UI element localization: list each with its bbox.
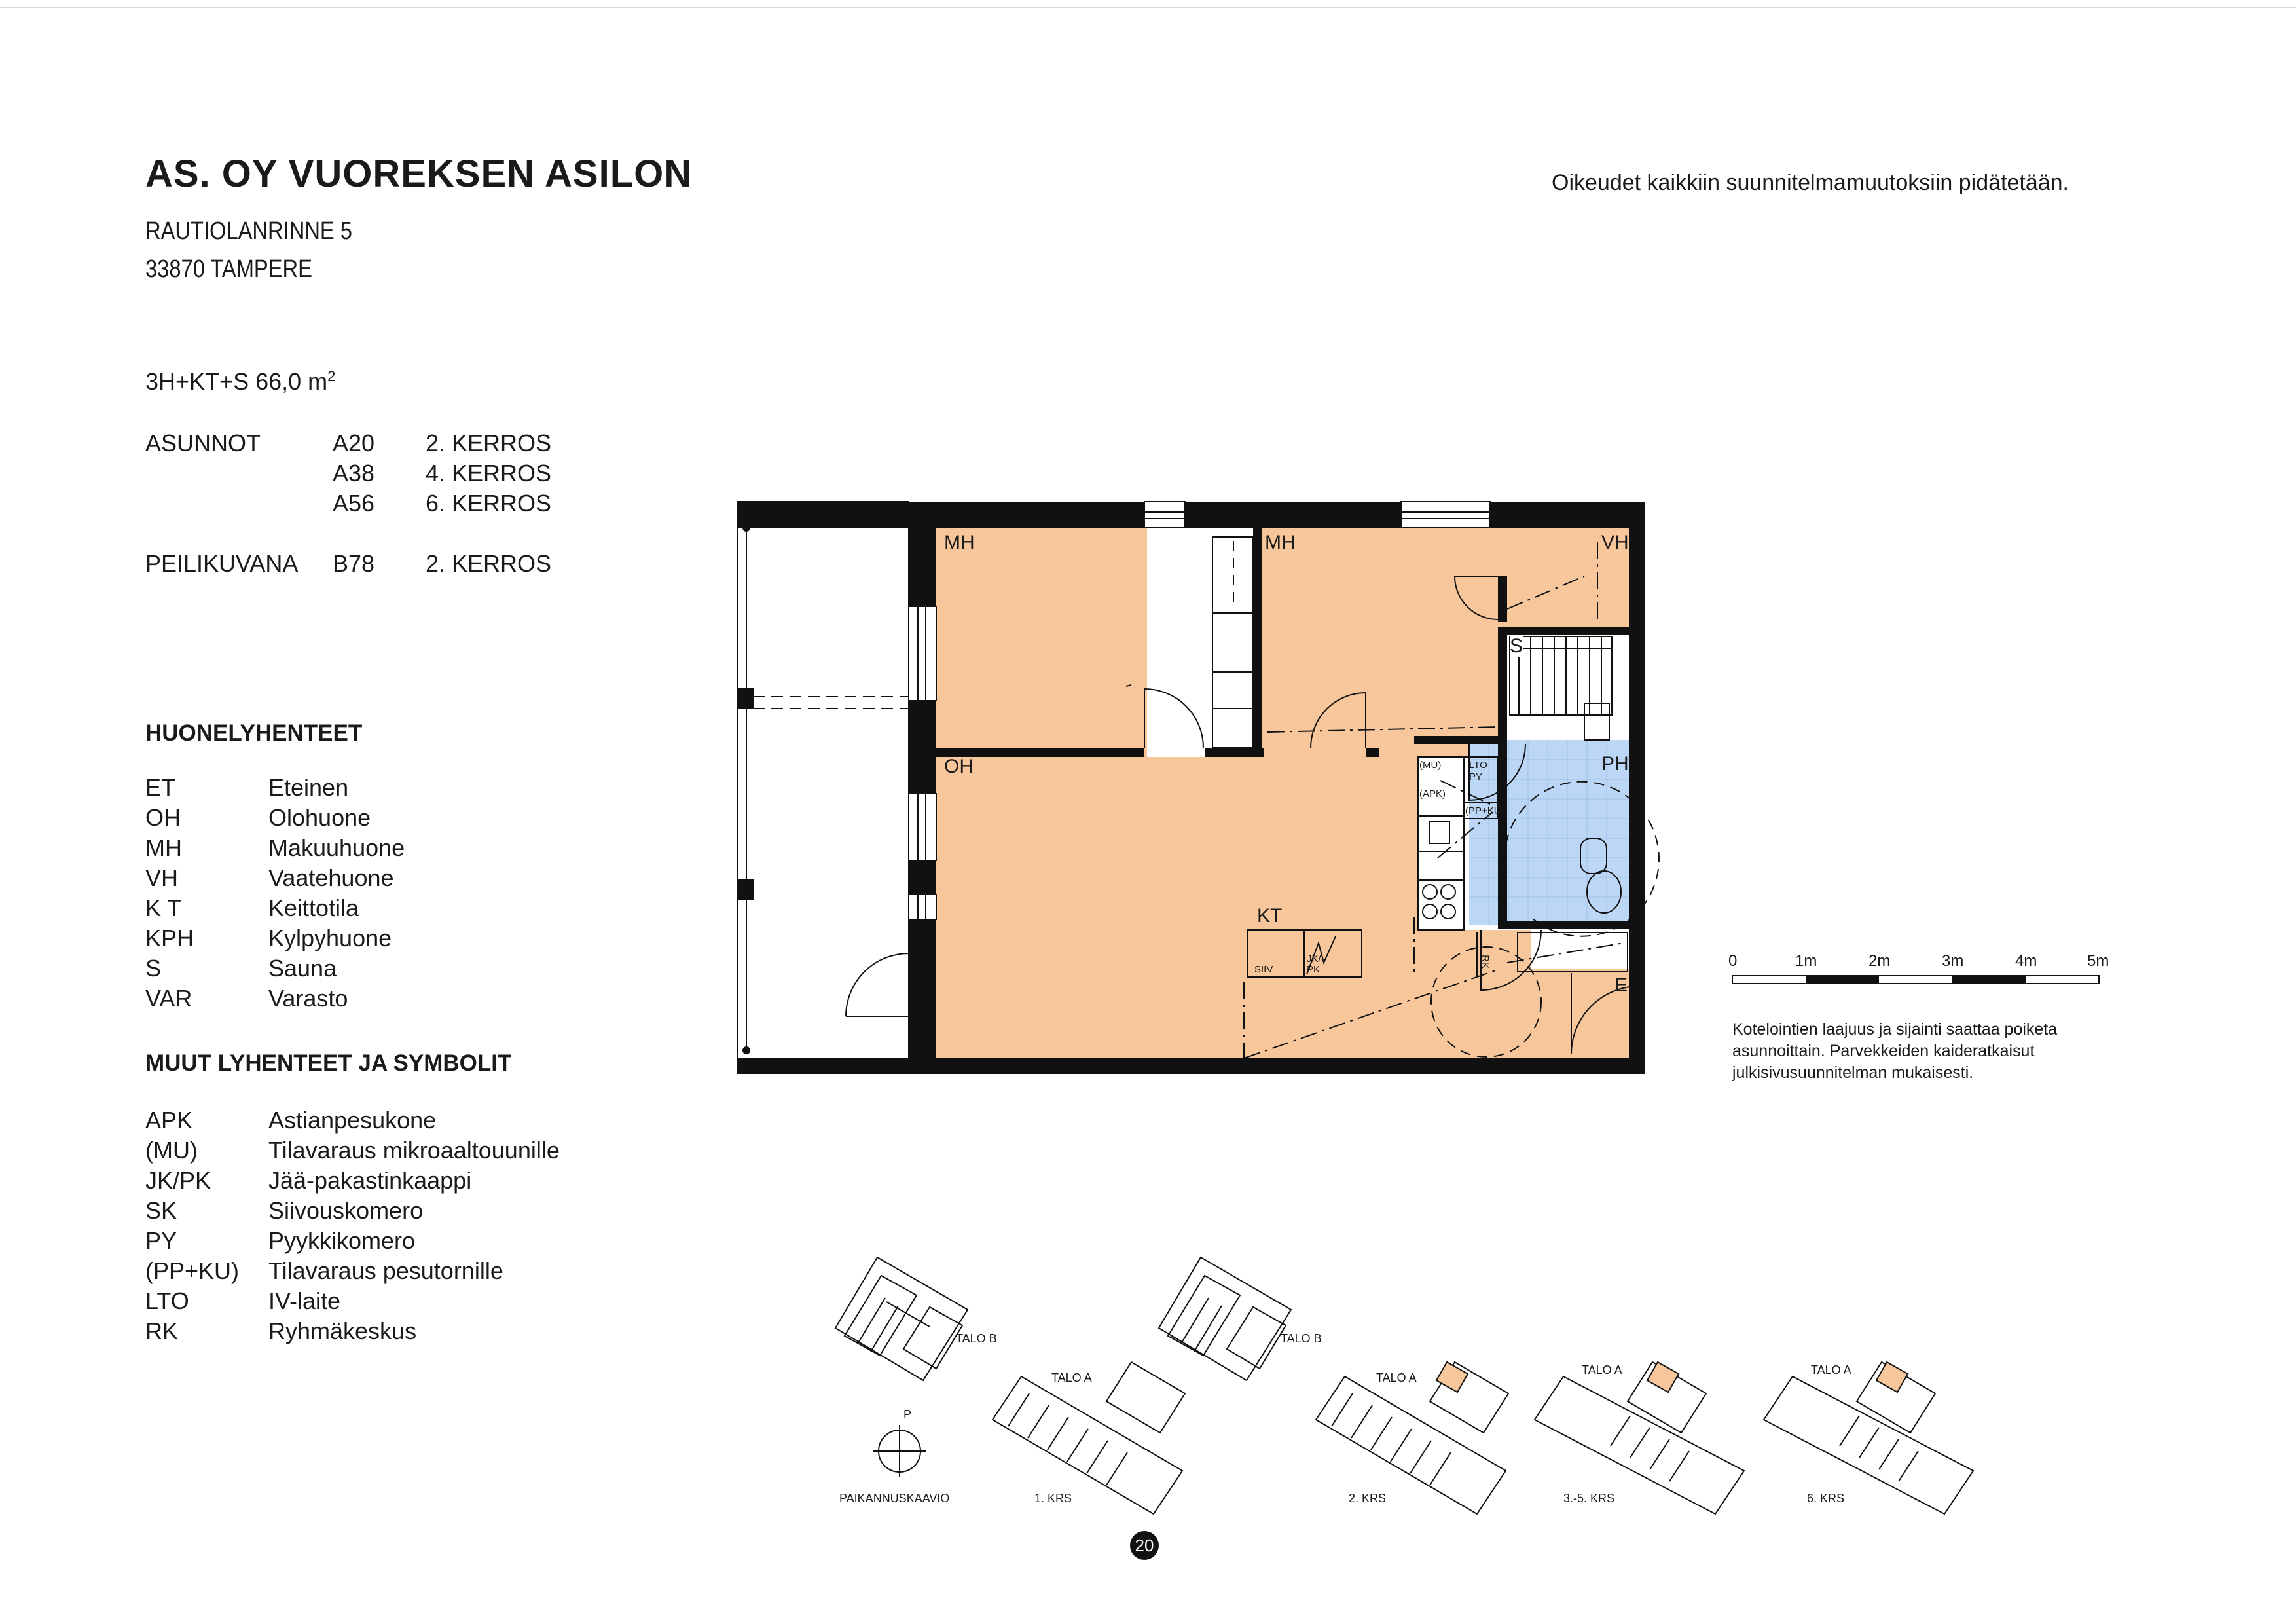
label-talo-a: TALO A [1376, 1371, 1417, 1384]
keyplan-label: 1. KRS [1034, 1492, 1072, 1505]
abbr-value: Sauna [268, 955, 337, 982]
label-talo-a: TALO A [1582, 1363, 1622, 1376]
abbr-key: JK/PK [145, 1167, 211, 1194]
keyplan-label: 2. KRS [1349, 1492, 1387, 1505]
city-address: 33870 TAMPERE [145, 255, 312, 283]
room-label-mh1: MH [944, 532, 975, 553]
keyplan-site-talo-b [835, 1257, 968, 1380]
mirror-floor: 2. KERROS [426, 550, 552, 577]
unit-code: A56 [333, 490, 375, 517]
abbr-key: (PP+KU) [145, 1257, 240, 1284]
room-label-oh: OH [944, 756, 974, 777]
abbr-key: VAR [145, 985, 192, 1012]
compass-icon [873, 1425, 926, 1477]
keyplan-label: 3.-5. KRS [1563, 1492, 1615, 1505]
abbr-value: Siivouskomero [268, 1197, 424, 1224]
label-talo-b: TALO B [1281, 1332, 1322, 1345]
abbr-key: MH [145, 834, 182, 861]
scale-label: 1m [1795, 952, 1817, 970]
fixture-label-ppku: (PP+KU) [1465, 805, 1504, 817]
fixture-label-jk: JK/ [1307, 953, 1321, 965]
abbr-key: (MU) [145, 1137, 198, 1164]
unit-code: A38 [333, 460, 375, 487]
room-label-kt: KT [1257, 905, 1283, 927]
keyplan-6krs [1764, 1362, 1973, 1514]
fixture-label-py: PY [1469, 771, 1483, 783]
keyplan-1krs-talo-b [1159, 1257, 1291, 1380]
room-label-ph: PH [1601, 753, 1629, 775]
unit-code: A20 [333, 430, 375, 456]
fixture-label-rk: RK [1479, 955, 1491, 969]
keyplan-label: PAIKANNUSKAAVIO [839, 1492, 950, 1505]
street-address: RAUTIOLANRINNE 5 [145, 217, 352, 245]
unit-floor: 4. KERROS [426, 460, 552, 487]
scale-label: 3m [1942, 952, 1964, 970]
rights-note: Oikeudet kaikkiin suunnitelmamuutoksiin pidätetään. [1552, 170, 2069, 195]
page-title: AS. OY VUOREKSEN ASILON [145, 153, 693, 195]
abbr-value: Pyykkikomero [268, 1227, 416, 1254]
mirror-code: B78 [333, 550, 375, 577]
unit-floor: 2. KERROS [426, 430, 552, 456]
apartment-type-text: 3H+KT+S 66,0 m [145, 368, 328, 395]
apartment-type-sup: 2 [327, 368, 336, 384]
fixture-label-siiv: SIIV [1254, 964, 1273, 975]
abbr-key: K T [145, 895, 182, 921]
fixture-label-mu: (MU) [1419, 760, 1442, 771]
abbr-value: Makuuhuone [268, 834, 405, 861]
label-talo-a: TALO A [1811, 1363, 1851, 1376]
label-talo-a: TALO A [1051, 1371, 1092, 1384]
abbr-key: PY [145, 1227, 177, 1254]
page-number: 20 [1130, 1531, 1159, 1560]
room-label-vh: VH [1601, 532, 1629, 553]
abbr-key: ET [145, 774, 176, 801]
room-label-mh2: MH [1265, 532, 1296, 553]
abbr-value: Ryhmäkeskus [268, 1318, 417, 1344]
fixture-label-lto: LTO [1469, 760, 1487, 771]
room-abbr-heading: HUONELYHENTEET [145, 720, 363, 746]
abbr-value: Kylpyhuone [268, 925, 392, 951]
abbr-key: S [145, 955, 162, 982]
fixture-label-apk: (APK) [1419, 788, 1446, 800]
abbr-value: Eteinen [268, 774, 349, 801]
keyplan-label: 6. KRS [1807, 1492, 1845, 1505]
asunnot-label: ASUNNOT [145, 430, 261, 456]
abbr-value: Tilavaraus pesutornille [268, 1257, 503, 1284]
scale-label: 2m [1868, 952, 1891, 970]
abbr-key: OH [145, 804, 181, 831]
abbr-key: LTO [145, 1287, 189, 1314]
scale-label: 0 [1728, 952, 1738, 970]
room-label-e: E [1614, 974, 1628, 996]
label-talo-b: TALO B [956, 1332, 997, 1345]
abbr-value: IV-laite [268, 1287, 341, 1314]
room-label-s: S [1510, 635, 1523, 657]
abbr-value: Jää-pakastinkaappi [268, 1167, 472, 1194]
abbr-key: SK [145, 1197, 177, 1224]
compass-label: P [903, 1408, 912, 1421]
abbr-value: Varasto [268, 985, 348, 1012]
peilikuvana-label: PEILIKUVANA [145, 550, 299, 577]
abbr-key: KPH [145, 925, 194, 951]
scale-label: 4m [2015, 952, 2037, 970]
abbr-key: APK [145, 1107, 193, 1134]
abbr-key: VH [145, 864, 179, 891]
abbr-value: Keittotila [268, 895, 359, 921]
abbr-value: Olohuone [268, 804, 371, 831]
abbr-value: Vaatehuone [268, 864, 394, 891]
abbr-key: RK [145, 1318, 179, 1344]
plan-note: Kotelointien laajuus ja sijainti saattaa poiketa asunnoittain. Parvekkeiden kaideratkaisut julkisivusuunnitelman mukaisesti. [1732, 1020, 2058, 1082]
fixture-label-pk: PK [1307, 964, 1321, 975]
abbr-value: Tilavaraus mikroaaltouunille [268, 1137, 560, 1164]
scale-label: 5m [2087, 952, 2109, 970]
abbr-value: Astianpesukone [268, 1107, 437, 1134]
unit-floor: 6. KERROS [426, 490, 552, 517]
other-abbr-heading: MUUT LYHENTEET JA SYMBOLIT [145, 1050, 512, 1076]
